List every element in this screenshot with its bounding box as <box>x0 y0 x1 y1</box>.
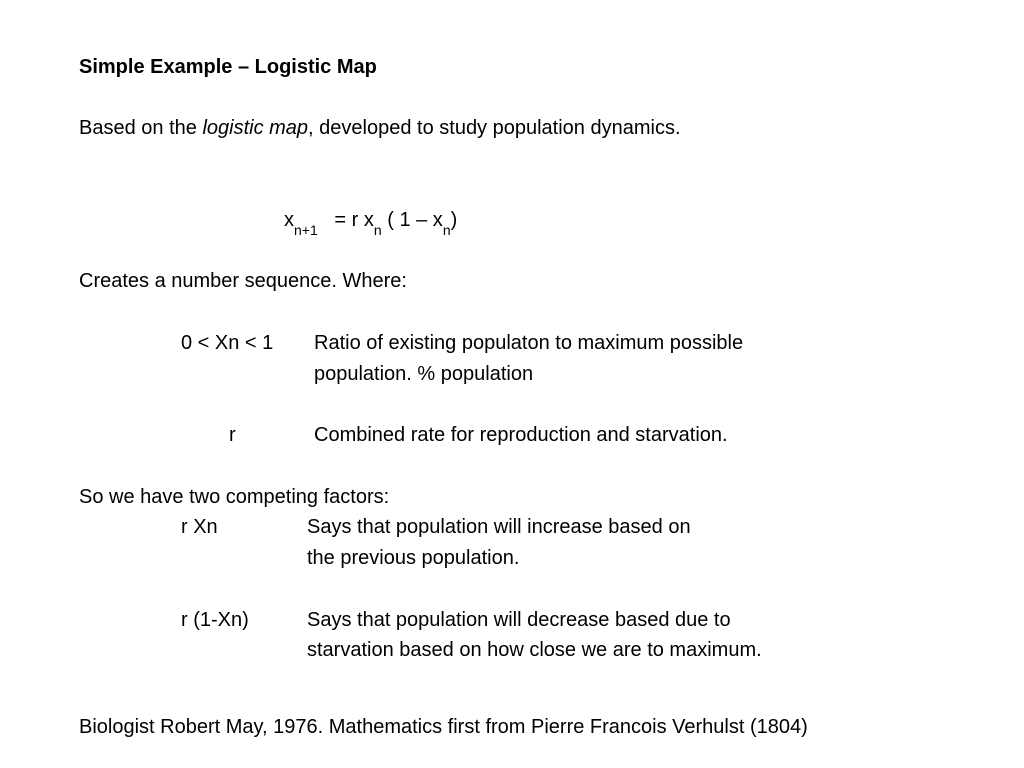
intro-text <box>79 116 681 140</box>
equation-rhs-r-x: = r x <box>334 209 374 231</box>
intro-emphasis: logistic map <box>202 117 309 139</box>
equation-mid-sub: n <box>373 222 382 238</box>
definition-xn-desc-1: Ratio of existing populaton to maximum possible <box>314 332 744 354</box>
equation-paren: ( 1 – x <box>381 209 443 231</box>
factor-2-term: r (1-Xn) <box>181 609 249 631</box>
equation-end-sub: n <box>442 222 451 238</box>
equation-lhs-var: x <box>284 209 294 231</box>
equation-lhs-sub: n+1 <box>294 222 318 238</box>
definition-xn-desc-2: population. % population <box>314 363 534 385</box>
footer-text: Biologist Robert May, 1976. Mathematics first from Pierre Francois Verhulst (1804) <box>79 716 808 738</box>
creates-text: Creates a number sequence. Where: <box>79 270 407 292</box>
definition-xn-term: 0 < Xn < 1 <box>181 332 274 354</box>
factor-1-term: r Xn <box>181 516 218 538</box>
factor-1-desc-2: the previous population. <box>307 547 520 569</box>
definition-r-term: r <box>229 424 236 446</box>
factor-1-desc-1: Says that population will increase based on <box>307 516 691 538</box>
slide-title: Simple Example – Logistic Map <box>79 56 377 78</box>
definition-r-desc: Combined rate for reproduction and starvation. <box>314 424 728 446</box>
factors-heading: So we have two competing factors: <box>79 486 390 508</box>
factor-2-desc-1: Says that population will decrease based due to <box>307 609 731 631</box>
equation-close: ) <box>450 209 458 231</box>
factor-2-desc-2: starvation based on how close we are to maximum. <box>307 639 762 661</box>
intro-before: Based on the <box>79 117 203 139</box>
logistic-equation <box>284 206 458 238</box>
intro-after: , developed to study population dynamics. <box>308 117 681 139</box>
